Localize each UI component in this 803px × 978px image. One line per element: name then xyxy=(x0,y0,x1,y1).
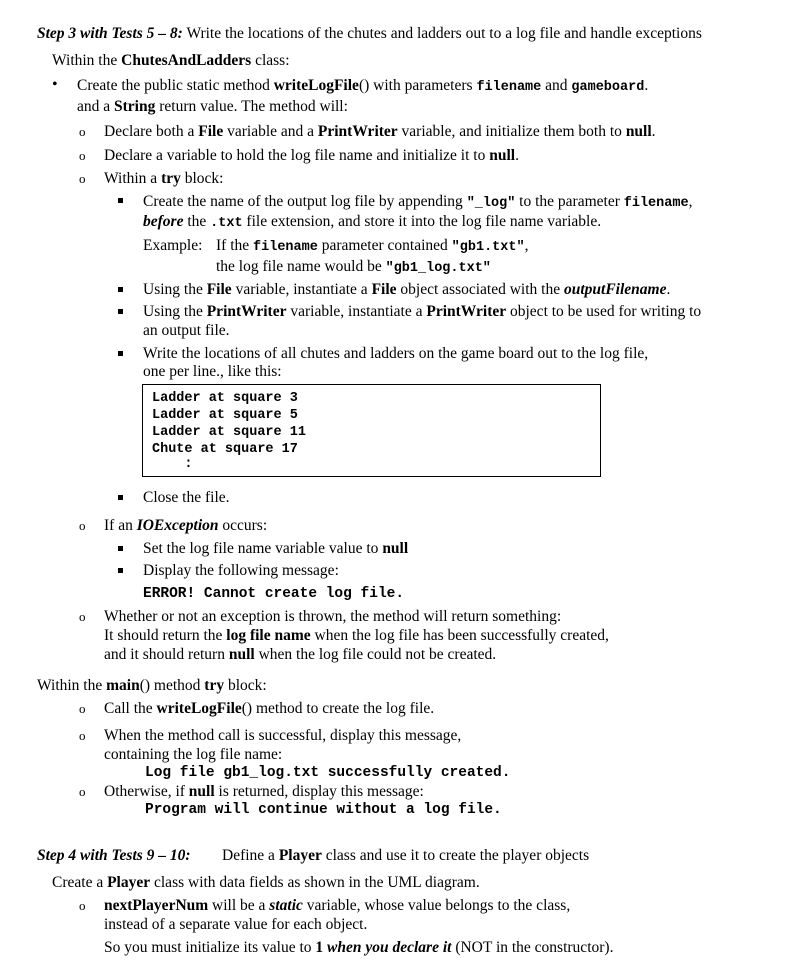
text: () method xyxy=(139,677,205,694)
bold-text: log file name xyxy=(226,627,311,644)
text: the xyxy=(183,213,211,230)
method-name: writeLogFile xyxy=(273,77,359,94)
method-name: writeLogFile xyxy=(156,700,242,717)
example-line-2 xyxy=(216,257,491,279)
text: If the xyxy=(216,237,254,254)
class-name: Player xyxy=(107,874,151,891)
example-label: Example: xyxy=(143,237,203,254)
class-name: ChutesAndLadders xyxy=(121,52,252,69)
text: Declare both a xyxy=(104,123,199,140)
text: . xyxy=(515,147,519,164)
bullet-marker: • xyxy=(52,76,58,93)
text: (NOT in the constructor). xyxy=(451,939,614,956)
step4-heading-label: Step 4 with Tests 9 – 10: xyxy=(37,847,191,864)
text: So you must initialize its value to xyxy=(104,939,316,956)
success-line-2 xyxy=(104,745,282,765)
text: file extension, and store it into the log file name variable. xyxy=(242,213,602,230)
text: () with parameters xyxy=(358,77,477,94)
text: Create the name of the output log file by appending xyxy=(143,193,467,210)
emphasis: before xyxy=(143,213,184,230)
whether-line-3 xyxy=(104,645,496,665)
display-msg-line xyxy=(143,561,339,581)
null-kw: null xyxy=(228,646,255,663)
null-kw: null xyxy=(625,123,652,140)
text: containing the log file name: xyxy=(104,746,283,763)
code: "gb1.txt" xyxy=(451,240,525,255)
text: Otherwise, if xyxy=(104,783,189,800)
text: Call the xyxy=(104,700,157,717)
text: an output file. xyxy=(143,322,230,339)
example-line-1 xyxy=(143,236,202,256)
type-name: File xyxy=(371,281,397,298)
square-marker xyxy=(118,309,123,314)
text: Within the xyxy=(37,677,107,694)
create-name-line-1 xyxy=(143,192,692,214)
bullet-line-1 xyxy=(77,76,648,98)
param-code: filename xyxy=(253,240,318,255)
type-name: PrintWriter xyxy=(426,303,507,320)
npn-line-1 xyxy=(104,896,570,916)
circle-marker: o xyxy=(79,898,86,913)
text: one per line., like this: xyxy=(143,363,282,380)
type-name: PrintWriter xyxy=(206,303,287,320)
error-message: ERROR! Cannot create log file. xyxy=(143,586,405,602)
success-line-1 xyxy=(104,726,461,746)
circle-marker: o xyxy=(79,148,86,163)
code: .txt xyxy=(210,216,243,231)
text: variable, instantiate a xyxy=(231,281,372,298)
circle-marker: o xyxy=(79,784,86,799)
text: . xyxy=(644,77,649,94)
code: "_log" xyxy=(466,196,516,211)
text: variable, whose value belongs to the class, xyxy=(302,897,571,914)
text: Using the xyxy=(143,281,207,298)
null-kw: null xyxy=(489,147,516,164)
text: . xyxy=(666,281,671,298)
whether-line-1 xyxy=(104,607,561,627)
step3-heading-label: Step 3 with Tests 5 – 8: xyxy=(37,25,183,42)
text: class with data fields as shown in the UML diagram. xyxy=(150,874,480,891)
text: object associated with the xyxy=(396,281,564,298)
text: will be a xyxy=(208,897,270,914)
code-line: Ladder at square 3 xyxy=(152,391,298,406)
type-name: File xyxy=(198,123,224,140)
text: variable and a xyxy=(223,123,318,140)
text: occurs: xyxy=(218,517,268,534)
text: Declare a variable to hold the log file name and initialize it to xyxy=(104,147,490,164)
text: class and use it to create the player objects xyxy=(321,847,590,864)
text: to the parameter xyxy=(515,193,624,210)
text: Create a xyxy=(52,874,108,891)
static-kw: static xyxy=(269,897,303,914)
ioexception-item xyxy=(104,516,267,536)
text: It should return the xyxy=(104,627,227,644)
text: When the method call is successful, display this message, xyxy=(104,727,462,744)
step3-heading xyxy=(37,24,702,44)
text: Display the following message: xyxy=(143,562,339,579)
code-line: Ladder at square 5 xyxy=(152,408,298,423)
param-code: filename xyxy=(476,80,542,95)
var-name: outputFilename xyxy=(563,281,667,298)
text: block: xyxy=(224,677,267,694)
text: variable, instantiate a xyxy=(286,303,427,320)
text: Define a xyxy=(222,847,279,864)
bullet-line-2 xyxy=(77,97,348,117)
try-block-item xyxy=(104,169,223,189)
class-name: Player xyxy=(278,847,322,864)
whether-line-2 xyxy=(104,626,609,646)
text: . xyxy=(651,123,656,140)
square-marker xyxy=(118,546,123,551)
example-line-1-body xyxy=(216,236,528,258)
within-class-line xyxy=(52,51,290,71)
square-marker xyxy=(118,287,123,292)
using-pw-line-2 xyxy=(143,321,230,341)
circle-marker: o xyxy=(79,171,86,186)
square-marker xyxy=(118,198,123,203)
text: is returned, display this message: xyxy=(214,783,424,800)
text: () method to create the log file. xyxy=(241,700,435,717)
text: Whether or not an exception is thrown, the method will return something: xyxy=(104,608,562,625)
number-text: 1 xyxy=(315,939,324,956)
using-pw-line-1 xyxy=(143,302,701,322)
otherwise-message: Program will continue without a log file. xyxy=(145,802,502,818)
text: If an xyxy=(104,517,137,534)
set-null-line xyxy=(143,539,408,559)
text: Close the file. xyxy=(143,489,230,506)
declare-vars-item xyxy=(104,122,656,142)
var-name: nextPlayerNum xyxy=(104,897,209,914)
circle-marker: o xyxy=(79,701,86,716)
square-marker xyxy=(118,351,123,356)
text: when the log file has been successfully created, xyxy=(310,627,609,644)
type-name: File xyxy=(206,281,232,298)
write-line-1 xyxy=(143,344,648,364)
param-code: filename xyxy=(623,196,689,211)
code: "gb1_log.txt" xyxy=(385,261,491,276)
text: , xyxy=(688,193,693,210)
text: class: xyxy=(251,52,290,69)
text: and it should return xyxy=(104,646,229,663)
code-line: Ladder at square 11 xyxy=(152,425,306,440)
param-code: gameboard xyxy=(571,80,645,95)
code-line: : xyxy=(152,457,193,472)
text: the log file name would be xyxy=(216,258,386,275)
circle-marker: o xyxy=(79,518,86,533)
try-kw: try xyxy=(204,677,225,694)
otherwise-line xyxy=(104,782,424,802)
npn-line-3 xyxy=(104,938,613,958)
create-player-line xyxy=(52,873,480,893)
type-name: PrintWriter xyxy=(317,123,398,140)
step3-heading-desc: Write the locations of the chutes and ladders out to a log file and handle exceptions xyxy=(182,25,702,42)
emphasis: when you declare it xyxy=(323,939,452,956)
text: instead of a separate value for each object. xyxy=(104,916,368,933)
npn-line-2 xyxy=(104,915,367,935)
type-name: String xyxy=(114,98,156,115)
code-line: Chute at square 17 xyxy=(152,442,298,457)
circle-marker: o xyxy=(79,609,86,624)
text: , xyxy=(524,237,529,254)
text: block: xyxy=(180,170,224,187)
null-kw: null xyxy=(188,783,215,800)
circle-marker: o xyxy=(79,124,86,139)
null-kw: null xyxy=(382,540,409,557)
text: and xyxy=(541,77,572,94)
close-file-line xyxy=(143,488,230,508)
declare-logname-item xyxy=(104,146,519,166)
using-file-line xyxy=(143,280,670,300)
call-method-item xyxy=(104,699,434,719)
text: variable, and initialize them both to xyxy=(397,123,626,140)
square-marker xyxy=(118,495,123,500)
text: Within the xyxy=(52,52,122,69)
bold-italic-text xyxy=(315,939,451,956)
method-name: main xyxy=(106,677,140,694)
text: when the log file could not be created. xyxy=(254,646,497,663)
step4-heading xyxy=(37,846,191,866)
text: return value. The method will: xyxy=(155,98,348,115)
text: parameter contained xyxy=(317,237,452,254)
create-name-line-2 xyxy=(143,212,601,234)
square-marker xyxy=(118,568,123,573)
text: Set the log file name variable value to xyxy=(143,540,383,557)
text: Write the locations of all chutes and ladders on the game board out to the log file, xyxy=(143,345,649,362)
text: Within a xyxy=(104,170,162,187)
main-try-line xyxy=(37,676,267,696)
circle-marker: o xyxy=(79,728,86,743)
try-kw: try xyxy=(161,170,181,187)
text: object to be used for writing to xyxy=(506,303,702,320)
text: and a xyxy=(77,98,115,115)
write-line-2 xyxy=(143,362,282,382)
success-message: Log file gb1_log.txt successfully created. xyxy=(145,765,511,781)
exception-name: IOException xyxy=(136,517,219,534)
step4-heading-desc xyxy=(222,846,589,866)
text: Using the xyxy=(143,303,207,320)
text: Create the public static method xyxy=(77,77,274,94)
